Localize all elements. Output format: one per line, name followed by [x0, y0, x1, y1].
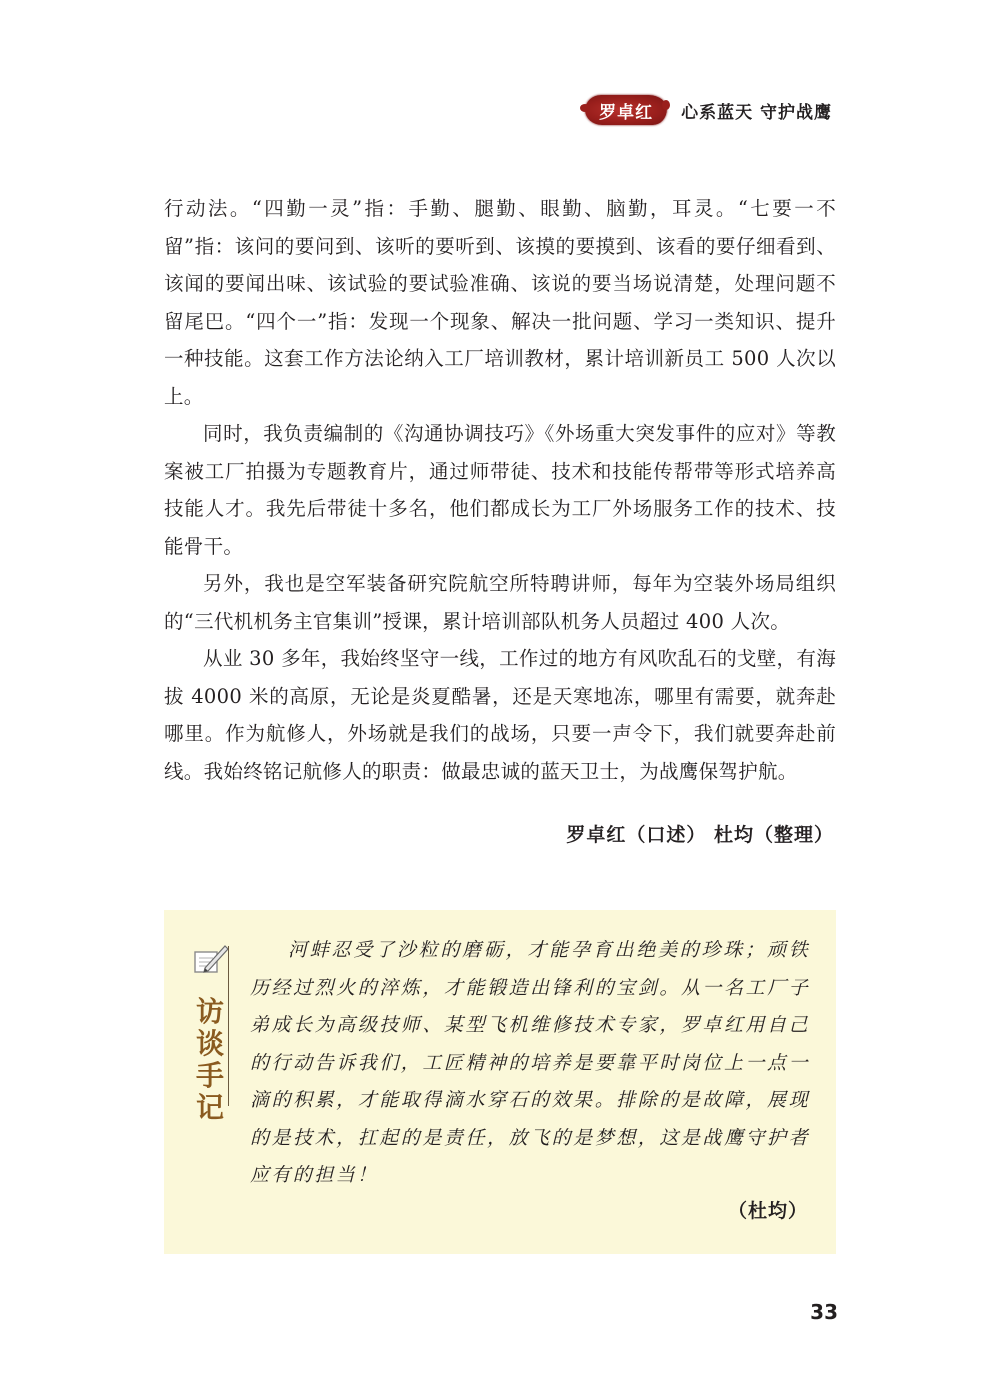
page-number: 33 [810, 1300, 838, 1324]
signature: 罗卓红（口述） 杜均（整理） [566, 824, 834, 846]
interview-notes-box [164, 910, 836, 1254]
notes-divider [228, 946, 229, 1106]
paragraph: 另外，我也是空军装备研究院航空所特聘讲师，每年为空装外场局组织的“三代机机务主官集训”授课，累计培训部队机务人员超过 400 人次。 [164, 572, 836, 633]
header-badge: 罗卓红 [585, 95, 667, 125]
paragraph: 从业 30 多年，我始终坚守一线，工作过的地方有风吹乱石的戈壁，有海拔 4000 米的高原，无论是炎夏酷暑，还是天寒地冻，哪里有需要，就奔赴哪里。作为航修人，外场就是我们的战场，只要一声令下，我们就要奔赴前线。我始终铭记航修人的职责：做最忠诚的蓝天卫士，为战鹰保驾护航。 [164, 647, 836, 783]
notes-label-char: 谈 [195, 1027, 224, 1060]
header-title: 心系蓝天 守护战鹰 [681, 102, 832, 123]
notes-label-char: 记 [195, 1091, 224, 1124]
notes-author: （杜均） [727, 1200, 808, 1222]
paragraph: 行动法。“四勤一灵”指：手勤、腿勤、眼勤、脑勤，耳灵。“七要一不留”指：该问的要问到、该听的要听到、该摸的要摸到、该看的要仔细看到、该闻的要闻出味、该试验的要试验准确、该说的要当场说清楚，处理问题不留尾巴。“四个一”指：发现一个现象、解决一批问题、学习一类知识、提升一种技能。这套工作方法论纳入工厂培训教材，累计培训新员工 500 人次以上。 [164, 197, 836, 408]
notes-label [188, 996, 232, 1124]
notes-label-char: 访 [195, 995, 224, 1028]
body-text [164, 190, 836, 790]
notes-label-char: 手 [195, 1059, 224, 1092]
running-header [585, 92, 832, 128]
notepad-pen-icon [191, 942, 231, 978]
notes-text: 河蚌忍受了沙粒的磨砺，才能孕育出绝美的珍珠；顽铁历经过烈火的淬炼，才能锻造出锋利的宝剑。从一名工厂子弟成长为高级技师、某型飞机维修技术专家，罗卓红用自己的行动告诉我们，工匠精神的培养是要靠平时岗位上一点一滴的积累，才能取得滴水穿石的效果。排除的是故障，展现的是技术，扛起的是责任，放飞的是梦想，这是战鹰守护者应有的担当！ [250, 939, 810, 1186]
paragraph: 同时，我负责编制的《沟通协调技巧》《外场重大突发事件的应对》等教案被工厂拍摄为专题教育片，通过师带徒、技术和技能传帮带等形式培养高技能人才。我先后带徒十多名，他们都成长为工厂外场服务工作的技术、技能骨干。 [164, 422, 836, 558]
